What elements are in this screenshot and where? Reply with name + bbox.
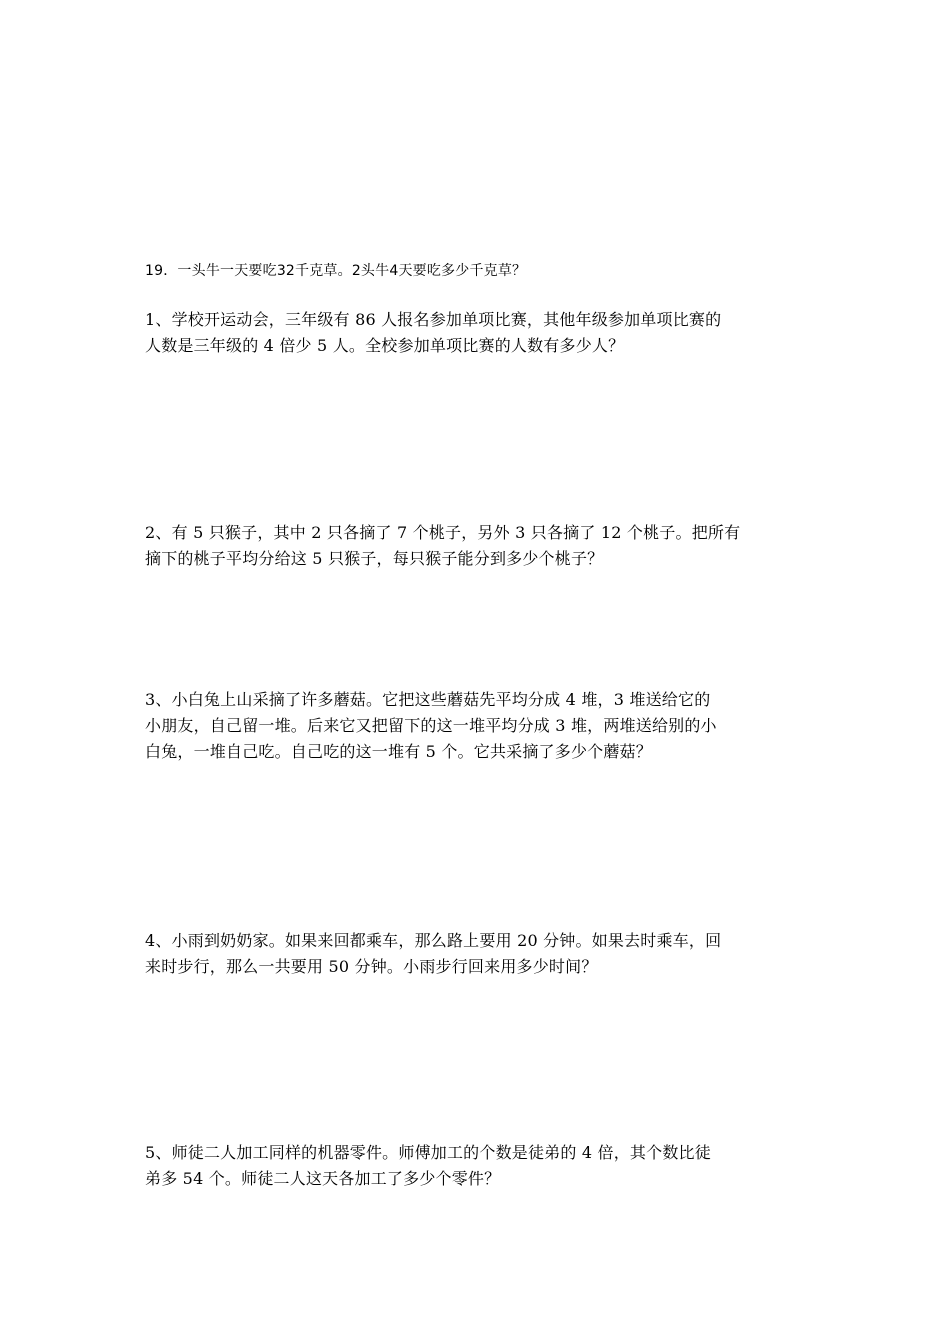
problem-5-line-1: 5、师徒二人加工同样的机器零件。师傅加工的个数是徒弟的 4 倍，其个数比徒	[145, 1143, 711, 1162]
problem-2	[145, 520, 810, 572]
problem-3	[145, 687, 810, 765]
problem-2-line-2: 摘下的桃子平均分给这 5 只猴子，每只猴子能分到多少个桃子？	[145, 549, 604, 568]
problem-3-line-1: 3、小白兔上山采摘了许多蘑菇。它把这些蘑菇先平均分成 4 堆，3 堆送给它的	[145, 690, 711, 709]
problem-19-text: 19．一头牛一天要吃32千克草。2头牛4天要吃多少千克草？	[145, 263, 527, 279]
problem-5-line-2: 弟多 54 个。师徒二人这天各加工了多少个零件？	[145, 1169, 501, 1188]
problem-1-line-1: 1、学校开运动会，三年级有 86 人报名参加单项比赛，其他年级参加单项比赛的	[145, 310, 722, 329]
problem-19	[145, 260, 810, 282]
problem-4	[145, 928, 810, 980]
problem-1-line-2: 人数是三年级的 4 倍少 5 人。全校参加单项比赛的人数有多少人？	[145, 336, 625, 355]
problem-4-line-2: 来时步行，那么一共要用 50 分钟。小雨步行回来用多少时间？	[145, 957, 598, 976]
problem-2-line-1: 2、有 5 只猴子，其中 2 只各摘了 7 个桃子，另外 3 只各摘了 12 个桃子。把所有	[145, 523, 741, 542]
problem-3-line-2: 小朋友，自己留一堆。后来它又把留下的这一堆平均分成 3 堆，两堆送给别的小	[145, 716, 717, 735]
problem-3-line-3: 白兔，一堆自己吃。自己吃的这一堆有 5 个。它共采摘了多少个蘑菇？	[145, 742, 652, 761]
problem-1	[145, 307, 810, 359]
problem-4-line-1: 4、小雨到奶奶家。如果来回都乘车，那么路上要用 20 分钟。如果去时乘车，回	[145, 931, 722, 950]
problem-5	[145, 1140, 810, 1192]
